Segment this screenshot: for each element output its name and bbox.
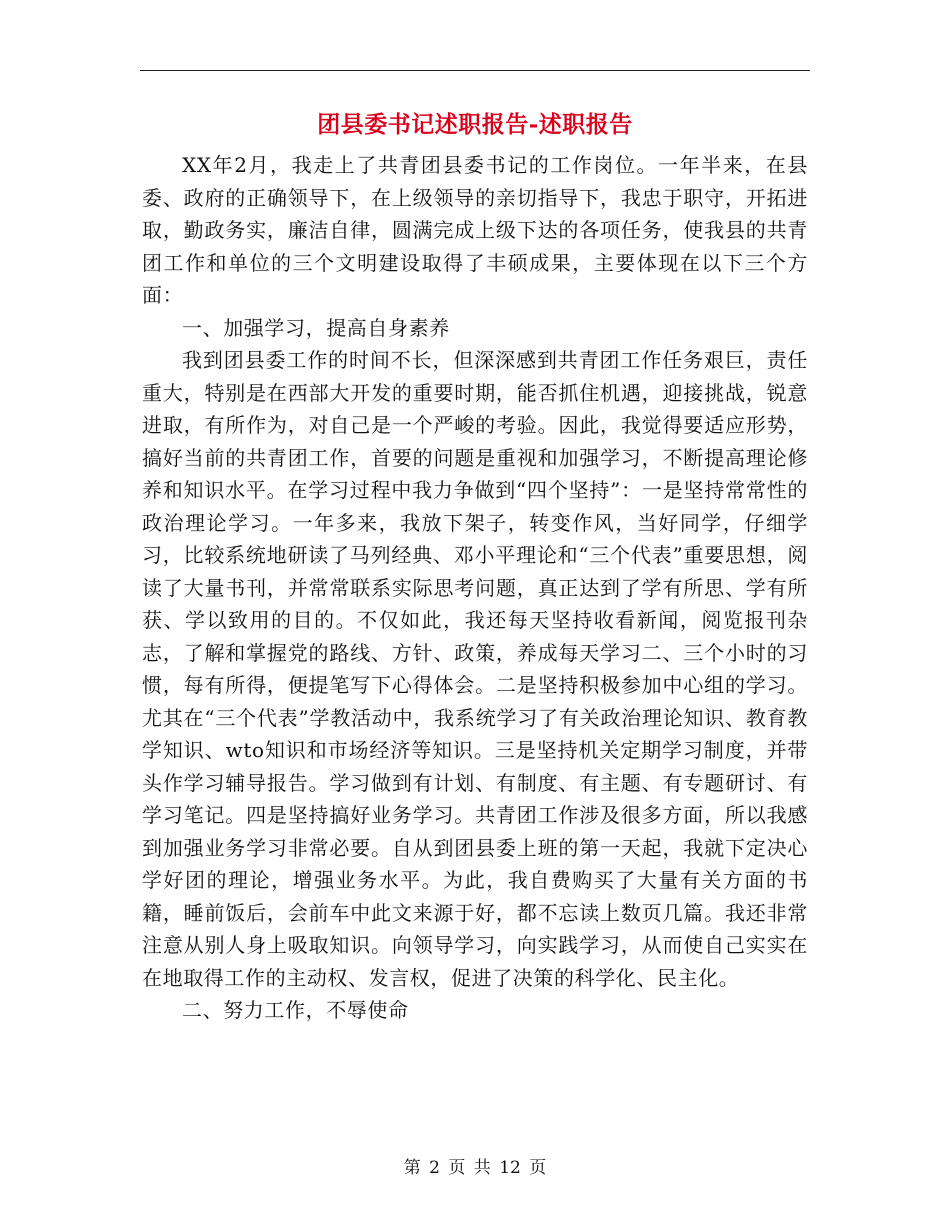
section-heading-2: 二、努力工作，不辱使命 [182,998,409,1022]
paragraph-intro: XX年2月，我走上了共青团县委书记的工作岗位。一年半来，在县委、政府的正确领导下，在上级领导的亲切指导下，我忠于职守，开拓进取，勤政务实，廉洁自律，圆满完成上级下达的各项任务，使我县的共青团工作和单位的三个文明建设取得了丰硕成果，主要体现在以下三个方面： [142,153,808,307]
document-title: 团县委书记述职报告-述职报告 [317,111,633,138]
paragraph-study: 我到团县委工作的时间不长，但深深感到共青团工作任务艰巨，责任重大，特别是在西部大开发的重要时期，能否抓住机遇，迎接挑战，锐意进取，有所作为，对自己是一个严峻的考验。因此，我觉得要适应形势，搞好当前的共青团工作，首要的问题是重视和加强学习，不断提高理论修养和知识水平。在学习过程中我力争做到“四个坚持”：一是坚持常常性的政治理论学习。一年多来，我放下架子，转变作风，当好同学，仔细学习，比较系统地研读了马列经典、邓小平理论和“三个代表”重要思想，阅读了大量书刊，并常常联系实际思考问题，真正达到了学有所思、学有所获、学以致用的目的。不仅如此，我还每天坚持收看新闻，阅览报刊杂志，了解和掌握党的路线、方针、政策，养成每天学习二、三个小时的习惯，每有所得，便提笔写下心得体会。二是坚持积极参加中心组的学习。尤其在“三个代表”学教活动中，我系统学习了有关政治理论知识、教育教学知识、wto知识和市场经济等知识。三是坚持机关定期学习制度，并带头作学习辅导报告。学习做到有计划、有制度、有主题、有专题研讨、有学习笔记。四是坚持搞好业务学习。共青团工作涉及很多方面，所以我感到加强业务学习非常必要。自从到团县委上班的第一天起，我就下定决心学好团的理论，增强业务水平。为此，我自费购买了大量有关方面的书籍，睡前饭后，会前车中此文来源于好，都不忘读上数页几篇。我还非常注意从别人身上吸取知识。向领导学习，向实践学习，从而使自己实实在在地取得工作的主动权、发言权，促进了决策的科学化、民主化。 [142,348,808,990]
page-number: 第 2 页 共 12 页 [403,1158,547,1178]
document-body [142,149,808,1027]
header-rule [140,70,810,71]
section-heading-1: 一、加强学习，提高自身素养 [182,315,450,340]
